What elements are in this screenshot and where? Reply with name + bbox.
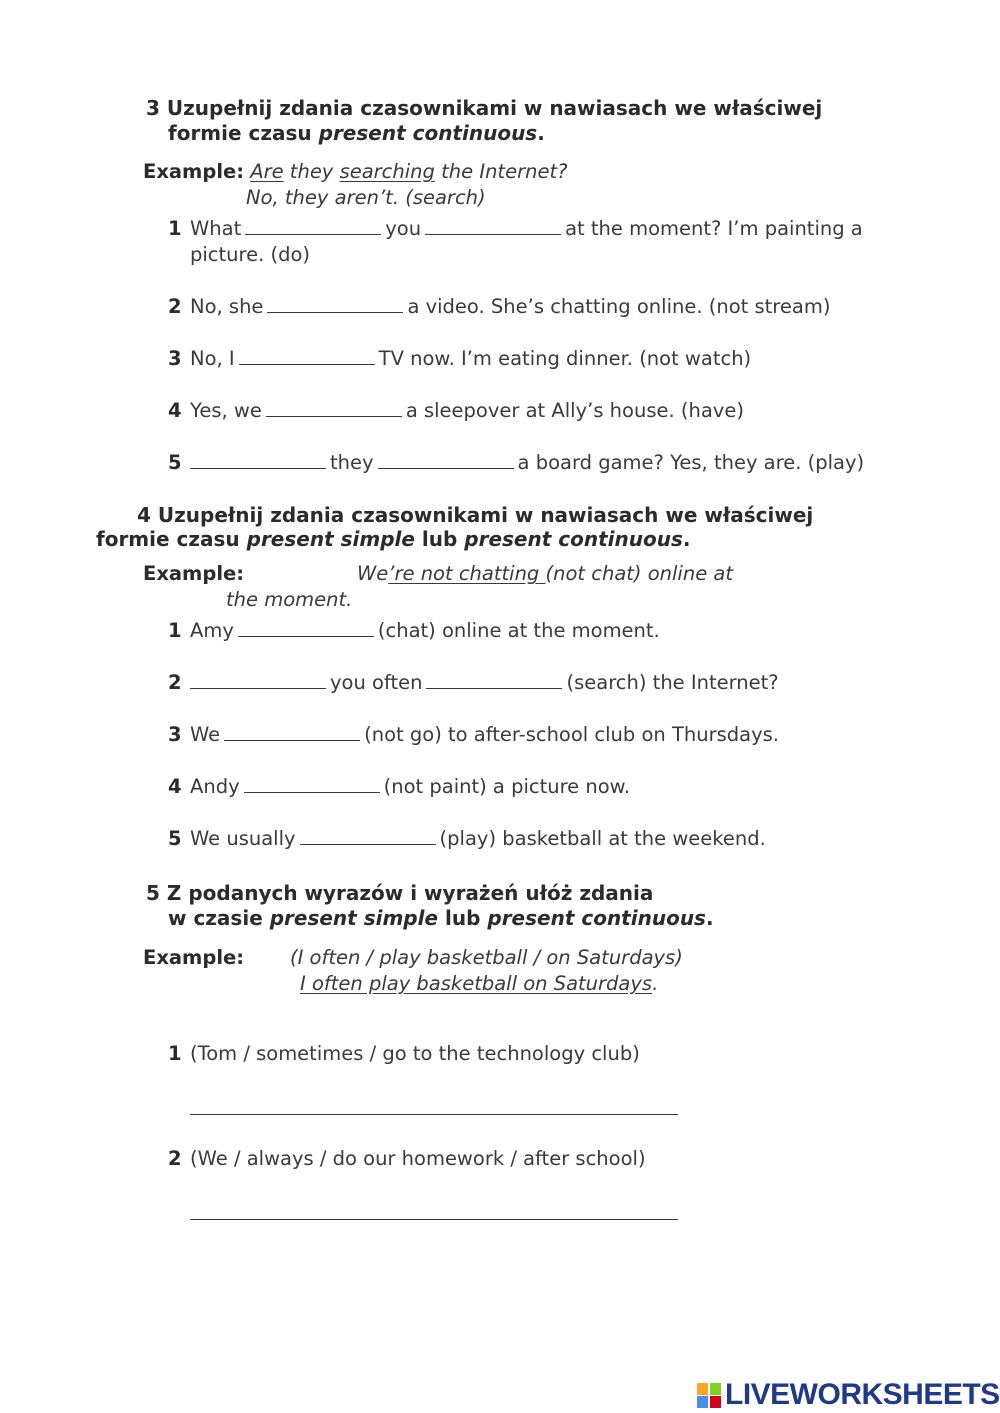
exercise-4-item-5: 5 We usually (play) basketball at the weekend. [168, 827, 766, 850]
exercise-5-item-2: 2 (We / always / do our homework / after school) [168, 1147, 646, 1170]
liveworksheets-icon [697, 1381, 723, 1409]
exercise-3-item-1: 1 What you at the moment? I’m painting a [168, 217, 863, 240]
exercise-3-item-1-cont: picture. (do) [190, 243, 311, 266]
answer-blank[interactable] [190, 672, 326, 689]
answer-line[interactable] [190, 1114, 678, 1115]
exercise-5-example-label: Example: [143, 946, 245, 969]
answer-blank[interactable] [300, 828, 436, 845]
exercise-4-item-1: 1 Amy (chat) online at the moment. [168, 619, 660, 642]
exercise-3-example: Example: Are they searching the Internet? [143, 160, 568, 183]
exercise-3-item-4: 4 Yes, we a sleepover at Ally’s house. (have) [168, 399, 744, 422]
exercise-5-title-line2: w czasie present simple lub present continuous. [168, 906, 714, 930]
exercise-4-example-cont: the moment. [226, 588, 353, 611]
exercise-4-example-label: Example: [143, 562, 245, 585]
exercise-3-title [146, 96, 822, 120]
answer-blank[interactable] [239, 348, 375, 365]
exercise-3-item-2: 2 No, she a video. She’s chatting online. (not stream) [168, 295, 831, 318]
exercise-5-example-answer: I often play basketball on Saturdays. [300, 972, 659, 995]
exercise-5-example-prompt: (I often / play basketball / on Saturdays) [290, 946, 683, 969]
answer-blank[interactable] [425, 218, 561, 235]
exercise-3-item-5: 5 they a board game? Yes, they are. (play) [168, 451, 865, 474]
answer-blank[interactable] [426, 672, 562, 689]
exercise-3-title-line2: formie czasu present continuous. [168, 121, 545, 145]
exercise-4-item-2: 2 you often (search) the Internet? [168, 671, 779, 694]
brand-name: LIVEWORKSHEETS [725, 1378, 1000, 1411]
exercise-3-example-answer: No, they aren’t. (search) [246, 186, 486, 209]
exercise-4-example: We’re not chatting (not chat) online at [357, 562, 733, 585]
exercise-5-title: 5 Z podanych wyrazów i wyrażeń ułóż zdania [146, 881, 654, 905]
answer-blank[interactable] [267, 296, 403, 313]
exercise-4-item-3: 3 We (not go) to after-school club on Thursdays. [168, 723, 780, 746]
answer-blank[interactable] [244, 776, 380, 793]
answer-blank[interactable] [190, 452, 326, 469]
exercise-3-title-line1: 3 Uzupełnij zdania czasownikami w nawiasach we właściwej [146, 96, 823, 120]
exercise-4-item-4: 4 Andy (not paint) a picture now. [168, 775, 631, 798]
exercise-4-title-line2: formie czasu present simple lub present continuous. [96, 527, 691, 551]
exercise-3-item-3: 3 No, I TV now. I’m eating dinner. (not watch) [168, 347, 752, 370]
liveworksheets-logo [697, 1378, 1000, 1412]
exercise-5-item-1: 1 (Tom / sometimes / go to the technology club) [168, 1042, 640, 1065]
answer-blank[interactable] [238, 620, 374, 637]
answer-blank[interactable] [378, 452, 514, 469]
exercise-4-title: 4 Uzupełnij zdania czasownikami w nawiasach we właściwej [137, 503, 814, 527]
answer-blank[interactable] [266, 400, 402, 417]
answer-blank[interactable] [245, 218, 381, 235]
answer-line[interactable] [190, 1219, 678, 1220]
answer-blank[interactable] [224, 724, 360, 741]
